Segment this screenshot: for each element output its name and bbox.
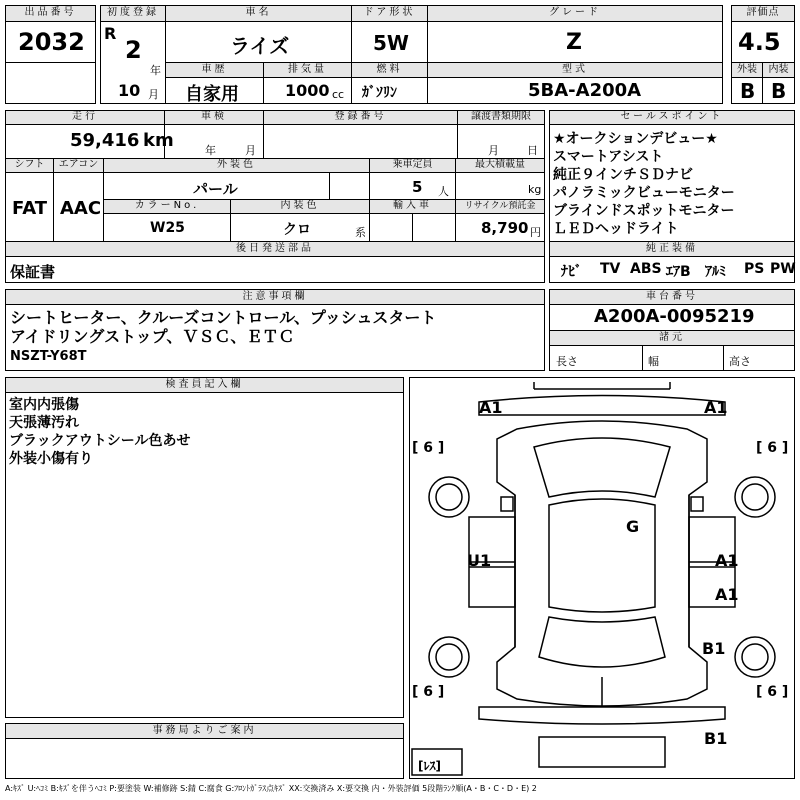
capacity: 5 — [412, 178, 423, 196]
rear-window — [539, 617, 665, 667]
sales-item: スマートアシスト — [553, 149, 664, 165]
insp-month-unit: 月 — [245, 144, 256, 157]
capacity-unit: 人 — [438, 185, 449, 198]
grade: Z — [566, 30, 582, 55]
equipment-item: PS — [744, 261, 765, 277]
tire-mark: [ 6 ] — [756, 684, 789, 700]
sales-item: パノラミックビューモニター — [553, 185, 735, 201]
chassis-label: 車台番号 — [549, 289, 795, 305]
equipment-item: PW — [770, 261, 796, 277]
mileage-label: 走行 — [5, 110, 165, 125]
damage-mark: A1 — [715, 551, 739, 570]
sales-label: セールスポイント — [549, 110, 795, 125]
sales-item: ブラインドスポットモニター — [553, 203, 735, 219]
reg-no-cell — [263, 124, 458, 159]
inspector-item: ブラックアウトシール色あせ — [9, 433, 191, 449]
later-cell — [5, 256, 545, 283]
displacement-label: 排気量 — [263, 62, 352, 78]
notes-line: シートヒーター、クルーズコントロール、プッシュスタート — [10, 308, 437, 327]
office-cell — [5, 738, 404, 779]
capacity-label: 乗車定員 — [369, 158, 456, 173]
equipment-label: 純正装備 — [549, 241, 795, 257]
shift: FAT — [12, 198, 48, 219]
damage-mark: A1 — [479, 398, 503, 417]
grade-label: グレード — [427, 5, 723, 22]
spare-tire-mark: [ﾚｽ] — [418, 759, 441, 773]
wheel-rr — [735, 637, 775, 677]
color: パール — [193, 180, 238, 198]
reg-year-unit: 年 — [150, 64, 161, 77]
lot-number: 2032 — [18, 28, 85, 56]
equipment-item: ABS — [630, 261, 662, 277]
sales-item: ★オークションデビュー★ — [553, 131, 718, 147]
recycle-label: リサイクル預託金 — [455, 199, 545, 214]
deadline-day-unit: 日 — [527, 144, 538, 157]
model: 5BA-A200A — [528, 80, 642, 101]
later-parts: 保証書 — [10, 263, 56, 281]
reg-year: 2 — [125, 36, 142, 64]
tire-mark: [ 6 ] — [412, 684, 445, 700]
fuel-label: 燃料 — [351, 62, 428, 78]
equipment-item: TV — [600, 261, 621, 277]
color-label: 外装色 — [103, 158, 370, 173]
damage-mark: A1 — [715, 585, 739, 604]
recycle: 8,790 — [481, 219, 529, 237]
ac-label: エアコン — [53, 158, 104, 173]
ext-grade: B — [740, 79, 756, 103]
inspection-label: 車検 — [164, 110, 264, 125]
sales-item: 純正９インチＳＤナビ — [553, 167, 693, 183]
notes-label: 注意事項欄 — [5, 289, 545, 305]
lot-blank — [5, 62, 96, 104]
tire-mark: [ 6 ] — [412, 440, 445, 456]
equipment-item: ｱﾙﾐ — [705, 264, 726, 280]
fuel: ｶﾞｿﾘﾝ — [362, 85, 397, 101]
car-body — [497, 421, 707, 706]
notes-line: アイドリングストップ、ＶＳＣ、ＥＴＣ — [10, 327, 295, 346]
reg-no-label: 登録番号 — [263, 110, 458, 125]
door-type: 5W — [373, 31, 409, 55]
displacement-unit: cc — [332, 88, 345, 101]
spec-height: 高さ — [729, 355, 751, 368]
door-label: ドア形状 — [351, 5, 428, 22]
shift-label: シフト — [5, 158, 54, 173]
int-grade: B — [771, 79, 787, 103]
wheel-fl — [429, 477, 469, 517]
color-no-label: カラーNo. — [103, 199, 231, 214]
recycle-unit: 円 — [530, 226, 541, 239]
sales-item: ＬＥＤヘッドライト — [553, 221, 679, 237]
mileage: 59,416 — [70, 130, 140, 151]
car-name: ライズ — [230, 34, 290, 58]
color-no: W25 — [150, 220, 185, 236]
damage-mark: B1 — [702, 639, 726, 658]
displacement: 1000 — [285, 81, 330, 100]
int-label: 内装 — [762, 62, 795, 78]
rear-bumper — [479, 707, 725, 724]
tire-mark: [ 6 ] — [756, 440, 789, 456]
later-label: 後日発送部品 — [5, 241, 545, 257]
name-label: 車名 — [165, 5, 352, 22]
import-cell-a — [369, 213, 413, 242]
reg-month: 10 — [118, 81, 141, 100]
insp-year-unit: 年 — [205, 144, 216, 157]
notes-code: NSZT-Y68T — [10, 349, 87, 364]
roof — [549, 499, 655, 612]
spec-width: 幅 — [648, 355, 659, 368]
interior-color-label: 内装色 — [230, 199, 370, 214]
office-label: 事務局よりご案内 — [5, 723, 404, 739]
front-bumper — [479, 396, 725, 416]
car-diagram — [409, 377, 795, 779]
damage-mark: B1 — [704, 729, 728, 748]
inspector-item: 外装小傷有り — [9, 451, 93, 467]
history: 自家用 — [185, 84, 239, 105]
wheel-fr — [735, 477, 775, 517]
model-label: 型式 — [427, 62, 723, 78]
ac: AAC — [60, 198, 102, 219]
deadline-label: 譲渡書類期限 — [457, 110, 545, 125]
mileage-unit: km — [143, 130, 174, 151]
equipment-item: ｴｱB — [666, 264, 691, 280]
first-reg-label: 初度登録 — [100, 5, 166, 22]
score-label: 評価点 — [731, 5, 795, 22]
legend: A:ｷｽﾞ U:ﾍｺﾐ B:ｷｽﾞを伴うﾍｺﾐ P:要塗装 W:補修跡 S:錆 C:腐食 G:ﾌﾛﾝﾄｶﾞﾗｽ点ｷｽﾞ XX:交換済み X:要交換 内・外装評価 5段階ﾗﾝｸ順(A・B・C・D・E) 2 — [5, 784, 537, 793]
era: R — [104, 24, 117, 43]
damage-mark: U1 — [467, 551, 492, 570]
windshield — [534, 438, 670, 497]
spec-length: 長さ — [556, 355, 578, 368]
lot-label: 出品番号 — [5, 5, 96, 22]
inspector-label: 検査員記入欄 — [5, 377, 404, 393]
history-label: 車歴 — [165, 62, 264, 78]
interior-color: クロ — [283, 222, 311, 238]
load-label: 最大積載量 — [455, 158, 545, 173]
inspector-item: 室内内張傷 — [9, 397, 79, 413]
load-unit: kg — [528, 183, 542, 196]
damage-mark: G — [626, 517, 640, 536]
equipment-item: ﾅﾋﾞ — [561, 264, 582, 280]
ext-label: 外装 — [731, 62, 763, 78]
chassis-number: A200A-0095219 — [594, 306, 755, 327]
import-label: 輸入車 — [369, 199, 456, 214]
deadline-month-unit: 月 — [488, 144, 499, 157]
specs-label: 諸元 — [549, 330, 795, 346]
wheel-rl — [429, 637, 469, 677]
reg-month-unit: 月 — [148, 88, 159, 101]
score: 4.5 — [738, 28, 781, 56]
color-cell-end — [329, 172, 370, 200]
import-cell-b — [412, 213, 456, 242]
interior-color-suffix: 系 — [355, 226, 366, 239]
damage-mark: A1 — [704, 398, 728, 417]
inspector-item: 天張薄汚れ — [9, 415, 79, 431]
